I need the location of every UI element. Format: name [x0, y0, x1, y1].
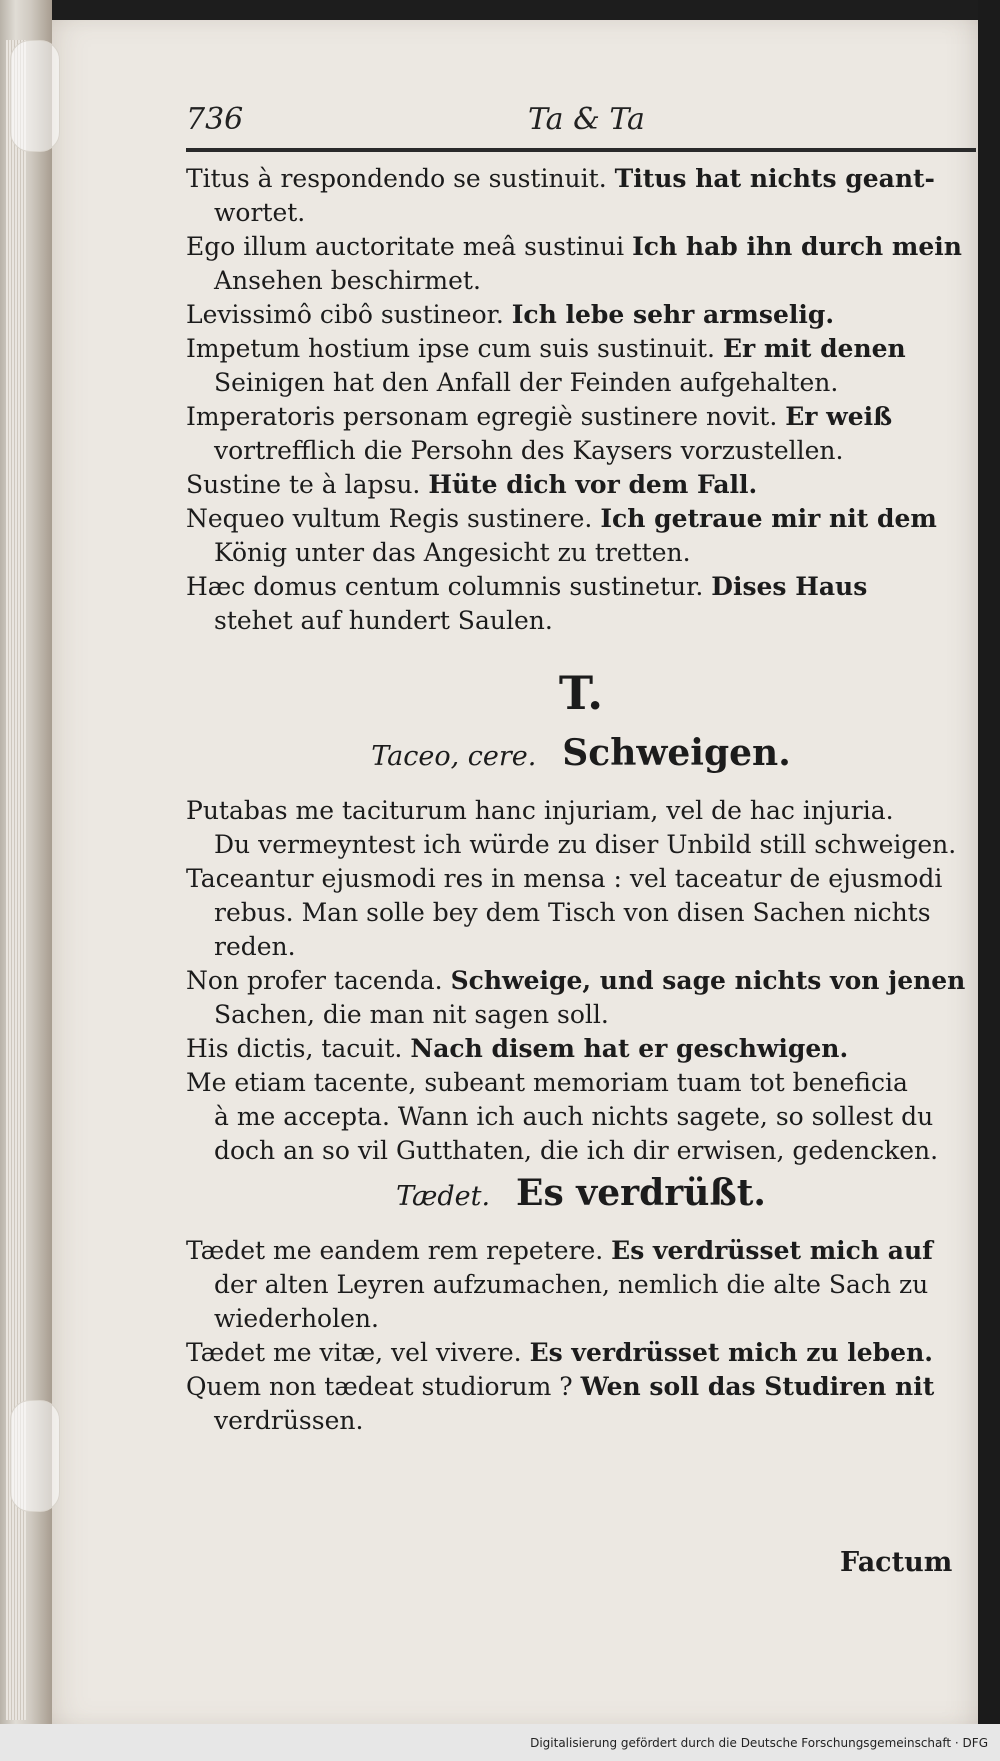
section-latin: Taceo, cere. [371, 741, 537, 772]
entry-continuation: der alten Leyren aufzumachen, nemlich die alte Sach zu wiederholen. [214, 1270, 929, 1333]
entry [186, 1066, 976, 1100]
catchword: Factum [840, 1547, 953, 1578]
section-heading-taceo [186, 732, 976, 774]
scan-right-border [978, 0, 1000, 1761]
entries-bottom [186, 1234, 976, 1438]
entry [186, 298, 976, 332]
section-german: Schweigen. [562, 732, 791, 774]
entry-german: Ich lebe sehr armselig. [511, 300, 835, 329]
header-rule [186, 148, 976, 152]
entry [186, 1234, 976, 1268]
entry-continuation: Sachen, die man nit sagen soll. [214, 1000, 609, 1029]
entries-mid [186, 794, 976, 1168]
entry [186, 1336, 976, 1370]
entry-continuation: Du vermeyntest ich würde zu diser Unbild still schweigen. [214, 830, 957, 859]
entry-latin: Taceantur ejusmodi res in mensa : vel taceatur de ejusmodi [186, 864, 943, 893]
entry-latin: Imperatoris personam egregiè sustinere novit. [186, 402, 778, 431]
section-german: Es verdrüßt. [516, 1172, 766, 1214]
entry [186, 862, 976, 896]
entry [186, 332, 976, 366]
entry-continuation: wortet. [214, 198, 306, 227]
entry-continuation: à me accepta. Wann ich auch nichts sagete, so sollest du doch an so vil Gutthaten, die ich dir erwisen, gedencken. [214, 1102, 939, 1165]
entry [186, 1370, 976, 1404]
digitization-credit: Digitalisierung gefördert durch die Deutsche Forschungsgemeinschaft · DFG [530, 1736, 988, 1750]
entry-german: Er weiß [785, 402, 893, 431]
entry-latin: Nequeo vultum Regis sustinere. [186, 504, 593, 533]
page-text [186, 162, 976, 1438]
entry-latin: Me etiam tacente, subeant memoriam tuam tot beneficia [186, 1068, 908, 1097]
entry-latin: Titus à respondendo se sustinuit. [186, 164, 607, 193]
entry-continuation: Seinigen hat den Anfall der Feinden aufgehalten. [214, 368, 839, 397]
entry-latin: Hæc domus centum columnis sustinetur. [186, 572, 704, 601]
scan-top-border [0, 0, 1000, 22]
footer-bar [0, 1724, 1000, 1761]
entry [186, 162, 976, 196]
section-latin: Tædet. [396, 1181, 491, 1212]
entry-continuation: vortrefflich die Persohn des Kaysers vorzustellen. [214, 436, 844, 465]
entry-latin: Ego illum auctoritate meâ sustinui [186, 232, 625, 261]
entry [186, 1032, 976, 1066]
entry-latin: Putabas me taciturum hanc injuriam, vel de hac injuria. [186, 796, 894, 825]
entry-latin: Non profer tacenda. [186, 966, 443, 995]
entry-continuation: verdrüssen. [214, 1406, 364, 1435]
entry-continuation: stehet auf hundert Saulen. [214, 606, 553, 635]
entries-top [186, 162, 976, 638]
entry [186, 230, 976, 264]
entry-latin: His dictis, tacuit. [186, 1034, 403, 1063]
entry-continuation: König unter das Angesicht zu tretten. [214, 538, 691, 567]
entry-german: Schweige, und sage nichts von jenen [450, 966, 966, 995]
entry-latin: Impetum hostium ipse cum suis sustinuit. [186, 334, 715, 363]
page-number: 736 [186, 102, 244, 137]
entry-latin: Tædet me eandem rem repetere. [186, 1236, 604, 1265]
entry-german: Nach disem hat er geschwigen. [410, 1034, 849, 1063]
running-head: Ta & Ta [528, 102, 645, 137]
entry-german: Ich hab ihn durch mein [632, 232, 962, 261]
entry-latin: Tædet me vitæ, vel vivere. [186, 1338, 522, 1367]
entry [186, 468, 976, 502]
book-clamp-top [10, 40, 60, 152]
entry-german: Dises Haus [711, 572, 868, 601]
section-letter: T. [558, 666, 604, 720]
entry-latin: Levissimô cibô sustineor. [186, 300, 504, 329]
entry-latin: Quem non tædeat studiorum ? [186, 1372, 573, 1401]
book-clamp-bottom [10, 1400, 60, 1512]
page-header [186, 102, 976, 152]
entry-continuation: Ansehen beschirmet. [214, 266, 481, 295]
entry-german: Hüte dich vor dem Fall. [428, 470, 758, 499]
entry-german: Er mit denen [722, 334, 906, 363]
entry [186, 964, 976, 998]
entry-german: Ich getraue mir nit dem [600, 504, 937, 533]
section-heading-taedet [186, 1172, 976, 1214]
entry [186, 400, 976, 434]
entry-german: Es verdrüsset mich auf [611, 1236, 933, 1265]
entry-continuation: rebus. Man solle bey dem Tisch von disen Sachen nichts reden. [214, 898, 931, 961]
entry-german: Es verdrüsset mich zu leben. [529, 1338, 933, 1367]
entry [186, 570, 976, 604]
entry [186, 794, 976, 828]
entry-german: Wen soll das Studiren nit [580, 1372, 935, 1401]
entry-german: Titus hat nichts geant- [614, 164, 935, 193]
entry [186, 502, 976, 536]
entry-latin: Sustine te à lapsu. [186, 470, 421, 499]
